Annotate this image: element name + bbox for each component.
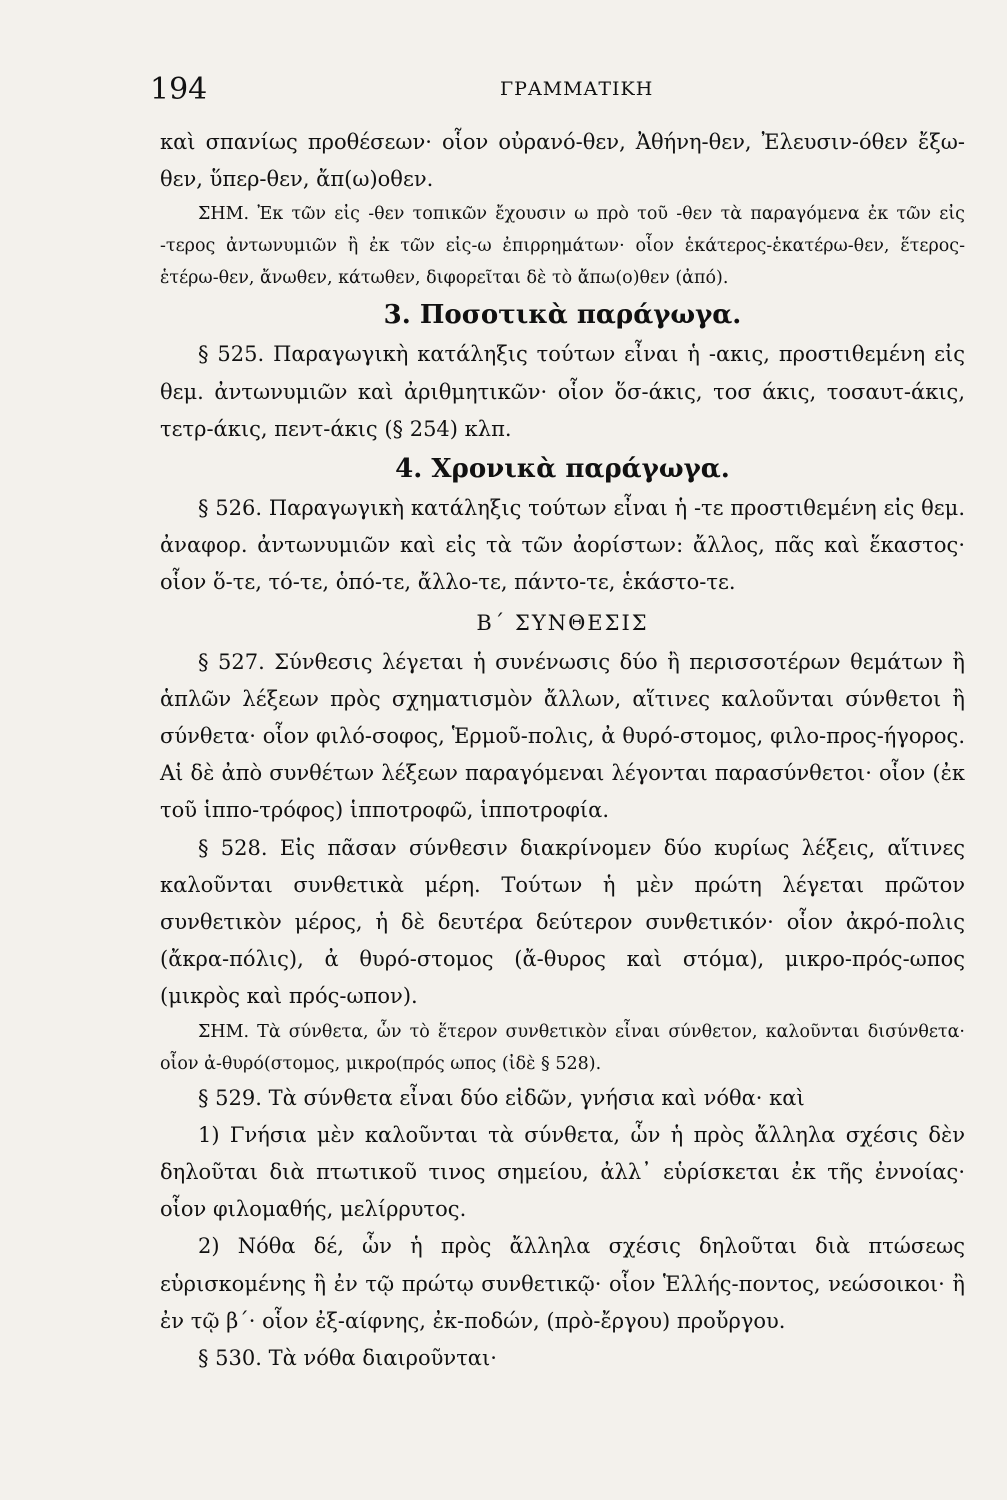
page-header — [150, 72, 967, 108]
paragraph-525: § 525. Παραγωγικὴ κατάληξις τούτων εἶναι ἡ -ακις, προστιθεμένη εἰς θεμ. ἀντωνυμιῶν καὶ ἀριθμητικῶν· οἷον ὅσ-άκις, τοσ άκις, τοσαυτ-άκις, τετρ-άκις, πεντ-άκις (§ 254) κλπ. — [160, 342, 965, 441]
paragraph-529: § 529. Τὰ σύνθετα εἶναι δύο εἰδῶν, γνήσια καὶ νόθα· καὶ — [198, 1085, 805, 1110]
page-body — [160, 124, 965, 1377]
paragraph-continuation: καὶ σπανίως προθέσεων· οἷον οὐρανό-θεν, Ἀθήνη-θεν, Ἐλευσιν-όθεν ἔξω-θεν, ὕπερ-θεν, ἄπ(ω)οθεν. — [160, 130, 965, 192]
note-disyntheta: ΣΗΜ. Τὰ σύνθετα, ὧν τὸ ἕτερον συνθετικὸν εἶναι σύνθετον, καλοῦνται δισύνθετα· οἷον ἀ-θυρό(στομος, μικρο(πρός ωπος (ἰδὲ § 528). — [160, 1021, 965, 1074]
running-title: ΓΡΑΜΜΑΤΙΚΗ — [500, 78, 654, 100]
paragraph-529-item-1: 1) Γνήσια μὲν καλοῦνται τὰ σύνθετα, ὧν ἡ πρὸς ἄλληλα σχέσις δὲν δηλοῦται διὰ πτωτικοῦ τινος σημείου, ἀλλ᾽ εὑρίσκεται ἐκ τῆς ἐννοίας· οἷον φιλομαθής, μελίρρυτος. — [160, 1122, 965, 1222]
paragraph-527: § 527. Σύνθεσις λέγεται ἡ συνένωσις δύο ἢ περισσοτέρων θεμάτων ἢ ἁπλῶν λέξεων πρὸς σχηματισμὸν ἄλλων, αἵτινες καλοῦνται σύνθετοι ἢ σύνθετα· οἷον φιλό-σοφος, Ἑρμοῦ-πολις, ἀ θυρό-στομος, φιλο-προς-ήγορος. Αἱ δὲ ἀπὸ συνθέτων λέξεων παραγόμεναι λέγονται παρασύνθετοι· οἷον (ἐκ τοῦ ἱππο-τρόφος) ἱπποτροφῶ, ἱπποτροφία. — [160, 649, 965, 823]
paragraph-529-item-2: 2) Νόθα δέ, ὧν ἡ πρὸς ἄλληλα σχέσις δηλοῦται διὰ πτώσεως εὑρισκομένης ἢ ἐν τῷ πρώτῳ συνθετικῷ· οἷον Ἑλλής-ποντος, νεώσοικοι· ἢ ἐν τῷ β΄· οἷον ἐξ-αίφνης, ἐκ-ποδών, (πρὸ-ἔργου) προὔργου. — [160, 1234, 965, 1333]
section-heading-temporal: 4. Χρονικὰ παράγωγα. — [395, 454, 730, 485]
page-number: 194 — [150, 72, 208, 107]
note-locative: ΣΗΜ. Ἐκ τῶν εἰς -θεν τοπικῶν ἔχουσιν ω πρὸ τοῦ -θεν τὰ παραγόμενα ἐκ τῶν εἰς -τερος ἀντωνυμιῶν ἢ ἐκ τῶν εἰς-ω ἐπιρρημάτων· οἷον ἑκάτερος-ἑκατέρω-θεν, ἕτερος-ἑτέρω-θεν, ἄνωθεν, κάτωθεν, διφορεῖται δὲ τὸ ἄπω(ο)θεν (ἀπό). — [160, 204, 965, 289]
paragraph-526: § 526. Παραγωγικὴ κατάληξις τούτων εἶναι ἡ -τε προστιθεμένη εἰς θεμ. ἀναφορ. ἀντωνυμιῶν καὶ εἰς τὰ τῶν ἀορίστων: ἄλλος, πᾶς καὶ ἕκαστος· οἷον ὅ-τε, τό-τε, ὁπό-τε, ἄλλο-τε, πάντο-τε, ἑκάστο-τε. — [160, 496, 965, 595]
paragraph-530: § 530. Τὰ νόθα διαιροῦνται· — [198, 1346, 497, 1371]
chapter-heading-composition: Β΄ ΣΥΝΘΕΣΙΣ — [476, 610, 649, 635]
section-heading-quantitative: 3. Ποσοτικὰ παράγωγα. — [383, 300, 742, 331]
paragraph-528: § 528. Εἰς πᾶσαν σύνθεσιν διακρίνομεν δύο κυρίως λέξεις, αἵτινες καλοῦνται συνθετικὰ μέρη. Τούτων ἡ μὲν πρώτη λέγεται πρῶτον συνθετικὸν μέρος, ἡ δὲ δευτέρα δεύτερον συνθετικόν· οἷον ἀκρό-πολις (ἄκρα-πόλις), ἀ θυρό-στομος (ἄ-θυρος καὶ στόμα), μικρο-πρός-ωπος (μικρὸς καὶ πρός-ωπον). — [160, 835, 965, 1009]
